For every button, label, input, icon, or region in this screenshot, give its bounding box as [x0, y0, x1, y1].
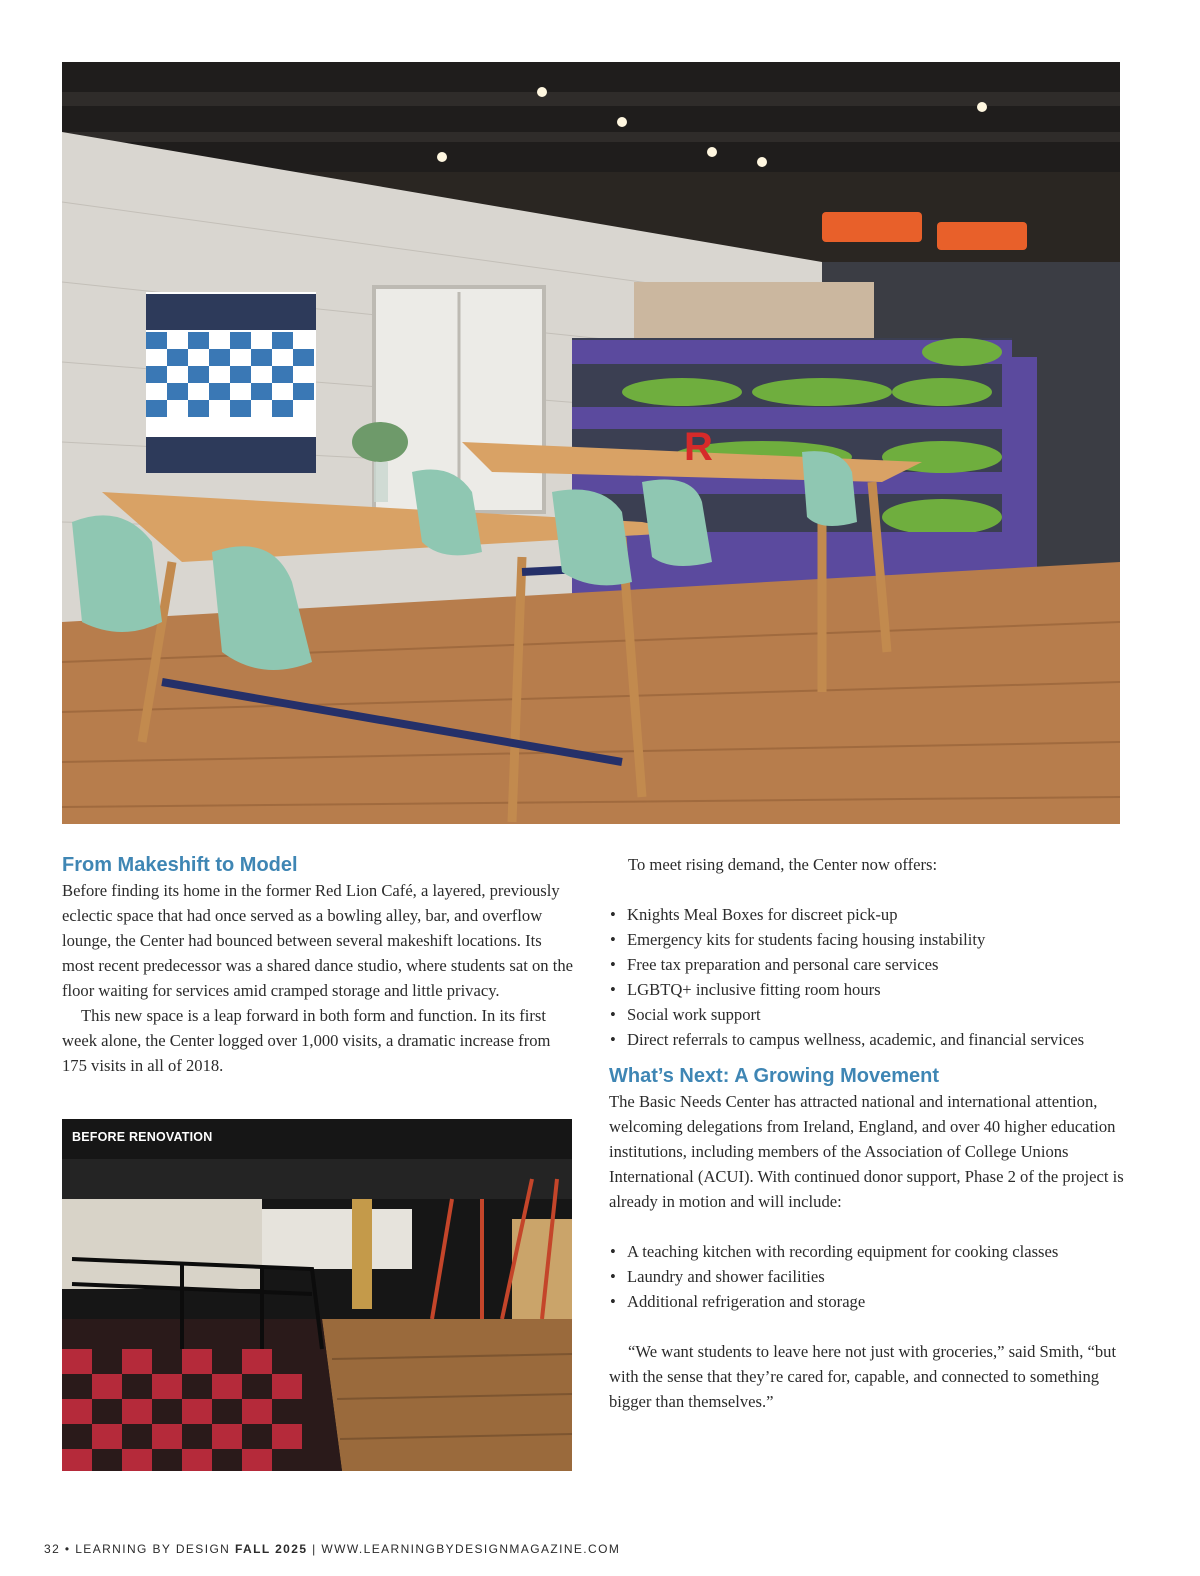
- paragraph-history: Before finding its home in the former Red Lion Café, a layered, previously eclectic space that had once served as a bowling alley, bar, and overflow lounge, the Center had bounced between several makeshift locations. Its most recent predecessor was a shared dance studio, where students sat on the floor waiting for services amid cramped storage and little privacy.: [62, 881, 574, 1000]
- cafe-interior-illustration: [62, 62, 1120, 824]
- quote-paragraph: “We want students to leave here not just with groceries,” said Smith, “but with the sense that they’re cared for, capable, and connected to something bigger than themselves.”: [609, 1342, 1117, 1411]
- svg-text:R: R: [684, 425, 713, 469]
- list-item: • Social work support: [609, 1002, 1124, 1027]
- left-column: [62, 852, 574, 1078]
- phase2-list: [609, 1239, 1124, 1314]
- list-item: • Additional refrigeration and storage: [609, 1289, 1124, 1314]
- list-item: • LGBTQ+ inclusive fitting room hours: [609, 977, 1124, 1002]
- footer-divider: |: [312, 1542, 317, 1556]
- list-item: • Laundry and shower facilities: [609, 1264, 1124, 1289]
- before-renovation-label: BEFORE RENOVATION: [72, 1130, 213, 1144]
- list-item: • Direct referrals to campus wellness, academic, and financial services: [609, 1027, 1124, 1052]
- page-number: 32: [44, 1542, 61, 1556]
- offers-list: [609, 902, 1124, 1052]
- list-item: • Free tax preparation and personal care services: [609, 952, 1124, 977]
- list-item: • A teaching kitchen with recording equipment for cooking classes: [609, 1239, 1124, 1264]
- footer-separator: •: [64, 1542, 71, 1556]
- list-item: • Emergency kits for students facing housing instability: [609, 927, 1124, 952]
- offers-intro: To meet rising demand, the Center now offers:: [628, 855, 938, 874]
- section-heading-makeshift: From Makeshift to Model: [62, 854, 298, 876]
- paragraph-attention: The Basic Needs Center has attracted national and international attention, welcoming delegations from Ireland, England, and over 40 higher education institutions, including members of the Association of College Unions International (ACUI). With continued donor support, Phase 2 of the project is already in motion and will include:: [609, 1092, 1124, 1211]
- page-footer: [44, 1542, 620, 1556]
- paragraph-impact: This new space is a leap forward in both form and function. In its first week alone, the Center logged over 1,000 visits, a dramatic increase from 175 visits in all of 2018.: [62, 1006, 551, 1075]
- issue-label: FALL 2025: [234, 1542, 308, 1556]
- list-item: • Knights Meal Boxes for discreet pick-up: [609, 902, 1124, 927]
- magazine-name: LEARNING BY DESIGN: [75, 1542, 231, 1556]
- website-url: WWW.LEARNINGBYDESIGNMAGAZINE.COM: [321, 1542, 621, 1556]
- before-renovation-illustration: [62, 1119, 572, 1471]
- cafe-interior-photo: [62, 62, 1120, 824]
- right-column: [609, 852, 1124, 1414]
- before-renovation-photo: [62, 1119, 572, 1471]
- section-heading-whats-next: What’s Next: A Growing Movement: [609, 1065, 940, 1087]
